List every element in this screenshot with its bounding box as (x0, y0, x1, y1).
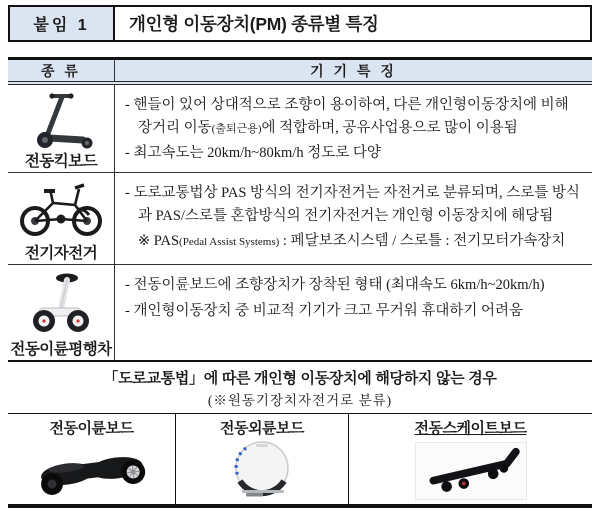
image-wrapper (415, 438, 527, 504)
electric-skateboard-image (415, 442, 527, 500)
image-wrapper (220, 438, 304, 504)
bullet-text: - 핸들이 있어 상대적으로 조향이 용이하여, 다른 개인형이동장치에 비해 장거리 이동 (125, 97, 569, 136)
note-text: ※ PAS (138, 233, 180, 250)
feature-bullet: - 도로교통법상 PAS 방식의 전기자전거는 자전거로 분류되며, 스로틀 방식과 PAS/스로틀 혼합방식의 전기자전거는 개인형 이동장치에 해당됨 (125, 185, 580, 224)
electric-bicycle-image (17, 179, 105, 239)
note-small-text: (Pedal Assist Systems) (179, 236, 280, 249)
title-box (8, 5, 592, 42)
feature-bullet: - 최고속도는 20km/h~80km/h 정도로 다양 (125, 145, 381, 162)
feature-note (125, 230, 586, 253)
excluded-cell-skateboard (349, 414, 592, 504)
image-wrapper (29, 438, 155, 504)
column-header-feature: 기 기 특 징 (310, 62, 397, 79)
excluded-label: 전동스케이트보드 (414, 420, 527, 437)
type-cell-bicycle (8, 173, 115, 264)
feature-cell-self-balancing (115, 265, 592, 360)
attachment-badge: 붙임 1 (10, 7, 115, 40)
type-cell-kickboard (8, 85, 115, 172)
feature-cell-kickboard (115, 85, 592, 172)
column-header-type: 종 류 (8, 60, 115, 81)
table-row (8, 85, 592, 173)
type-label: 전동킥보드 (24, 153, 98, 170)
excluded-devices-table (8, 413, 592, 508)
pm-types-table (8, 57, 592, 362)
type-label: 전동이륜평행차 (10, 341, 112, 358)
excluded-cell-unicycle (176, 414, 349, 504)
excluded-cell-hoverboard (8, 414, 176, 504)
table-row (8, 265, 592, 360)
bullet-text: 에 적합하며, 공유사업용으로 많이 이용됨 (261, 119, 518, 136)
page-title: 개인형 이동장치(PM) 종류별 특징 (129, 14, 379, 34)
feature-bullet (125, 94, 586, 139)
excluded-label: 전동외륜보드 (220, 420, 304, 437)
hoverboard-image (29, 443, 155, 499)
electric-unicycle-image (220, 440, 304, 502)
exclusion-note (0, 367, 600, 409)
feature-cell-bicycle (115, 173, 592, 264)
table-header-row (8, 60, 592, 85)
exclusion-title: 「도로교통법」에 따른 개인형 이동장치에 해당하지 않는 경우 (103, 370, 497, 387)
type-cell-self-balancing (8, 265, 115, 360)
feature-bullet: - 전동이륜보드에 조향장치가 장착된 형태 (최대속도 6km/h~20km/h) (125, 277, 545, 293)
feature-bullet: - 개인형이동장치 중 비교적 기기가 크고 무거워 휴대하기 어려움 (125, 302, 524, 319)
exclusion-subtitle: (※원동기장치자전거로 분류) (207, 393, 393, 408)
bullet-small-text: (출퇴근용) (211, 122, 262, 135)
self-balancing-scooter-image (27, 271, 95, 335)
excluded-label: 전동이륜보드 (49, 420, 134, 437)
note-text: : 페달보조시스템 / 스로틀 : 전기모터가속장치 (279, 233, 566, 250)
type-label: 전기자전거 (24, 245, 98, 262)
table-row (8, 173, 592, 265)
electric-kickboard-image (26, 91, 96, 149)
